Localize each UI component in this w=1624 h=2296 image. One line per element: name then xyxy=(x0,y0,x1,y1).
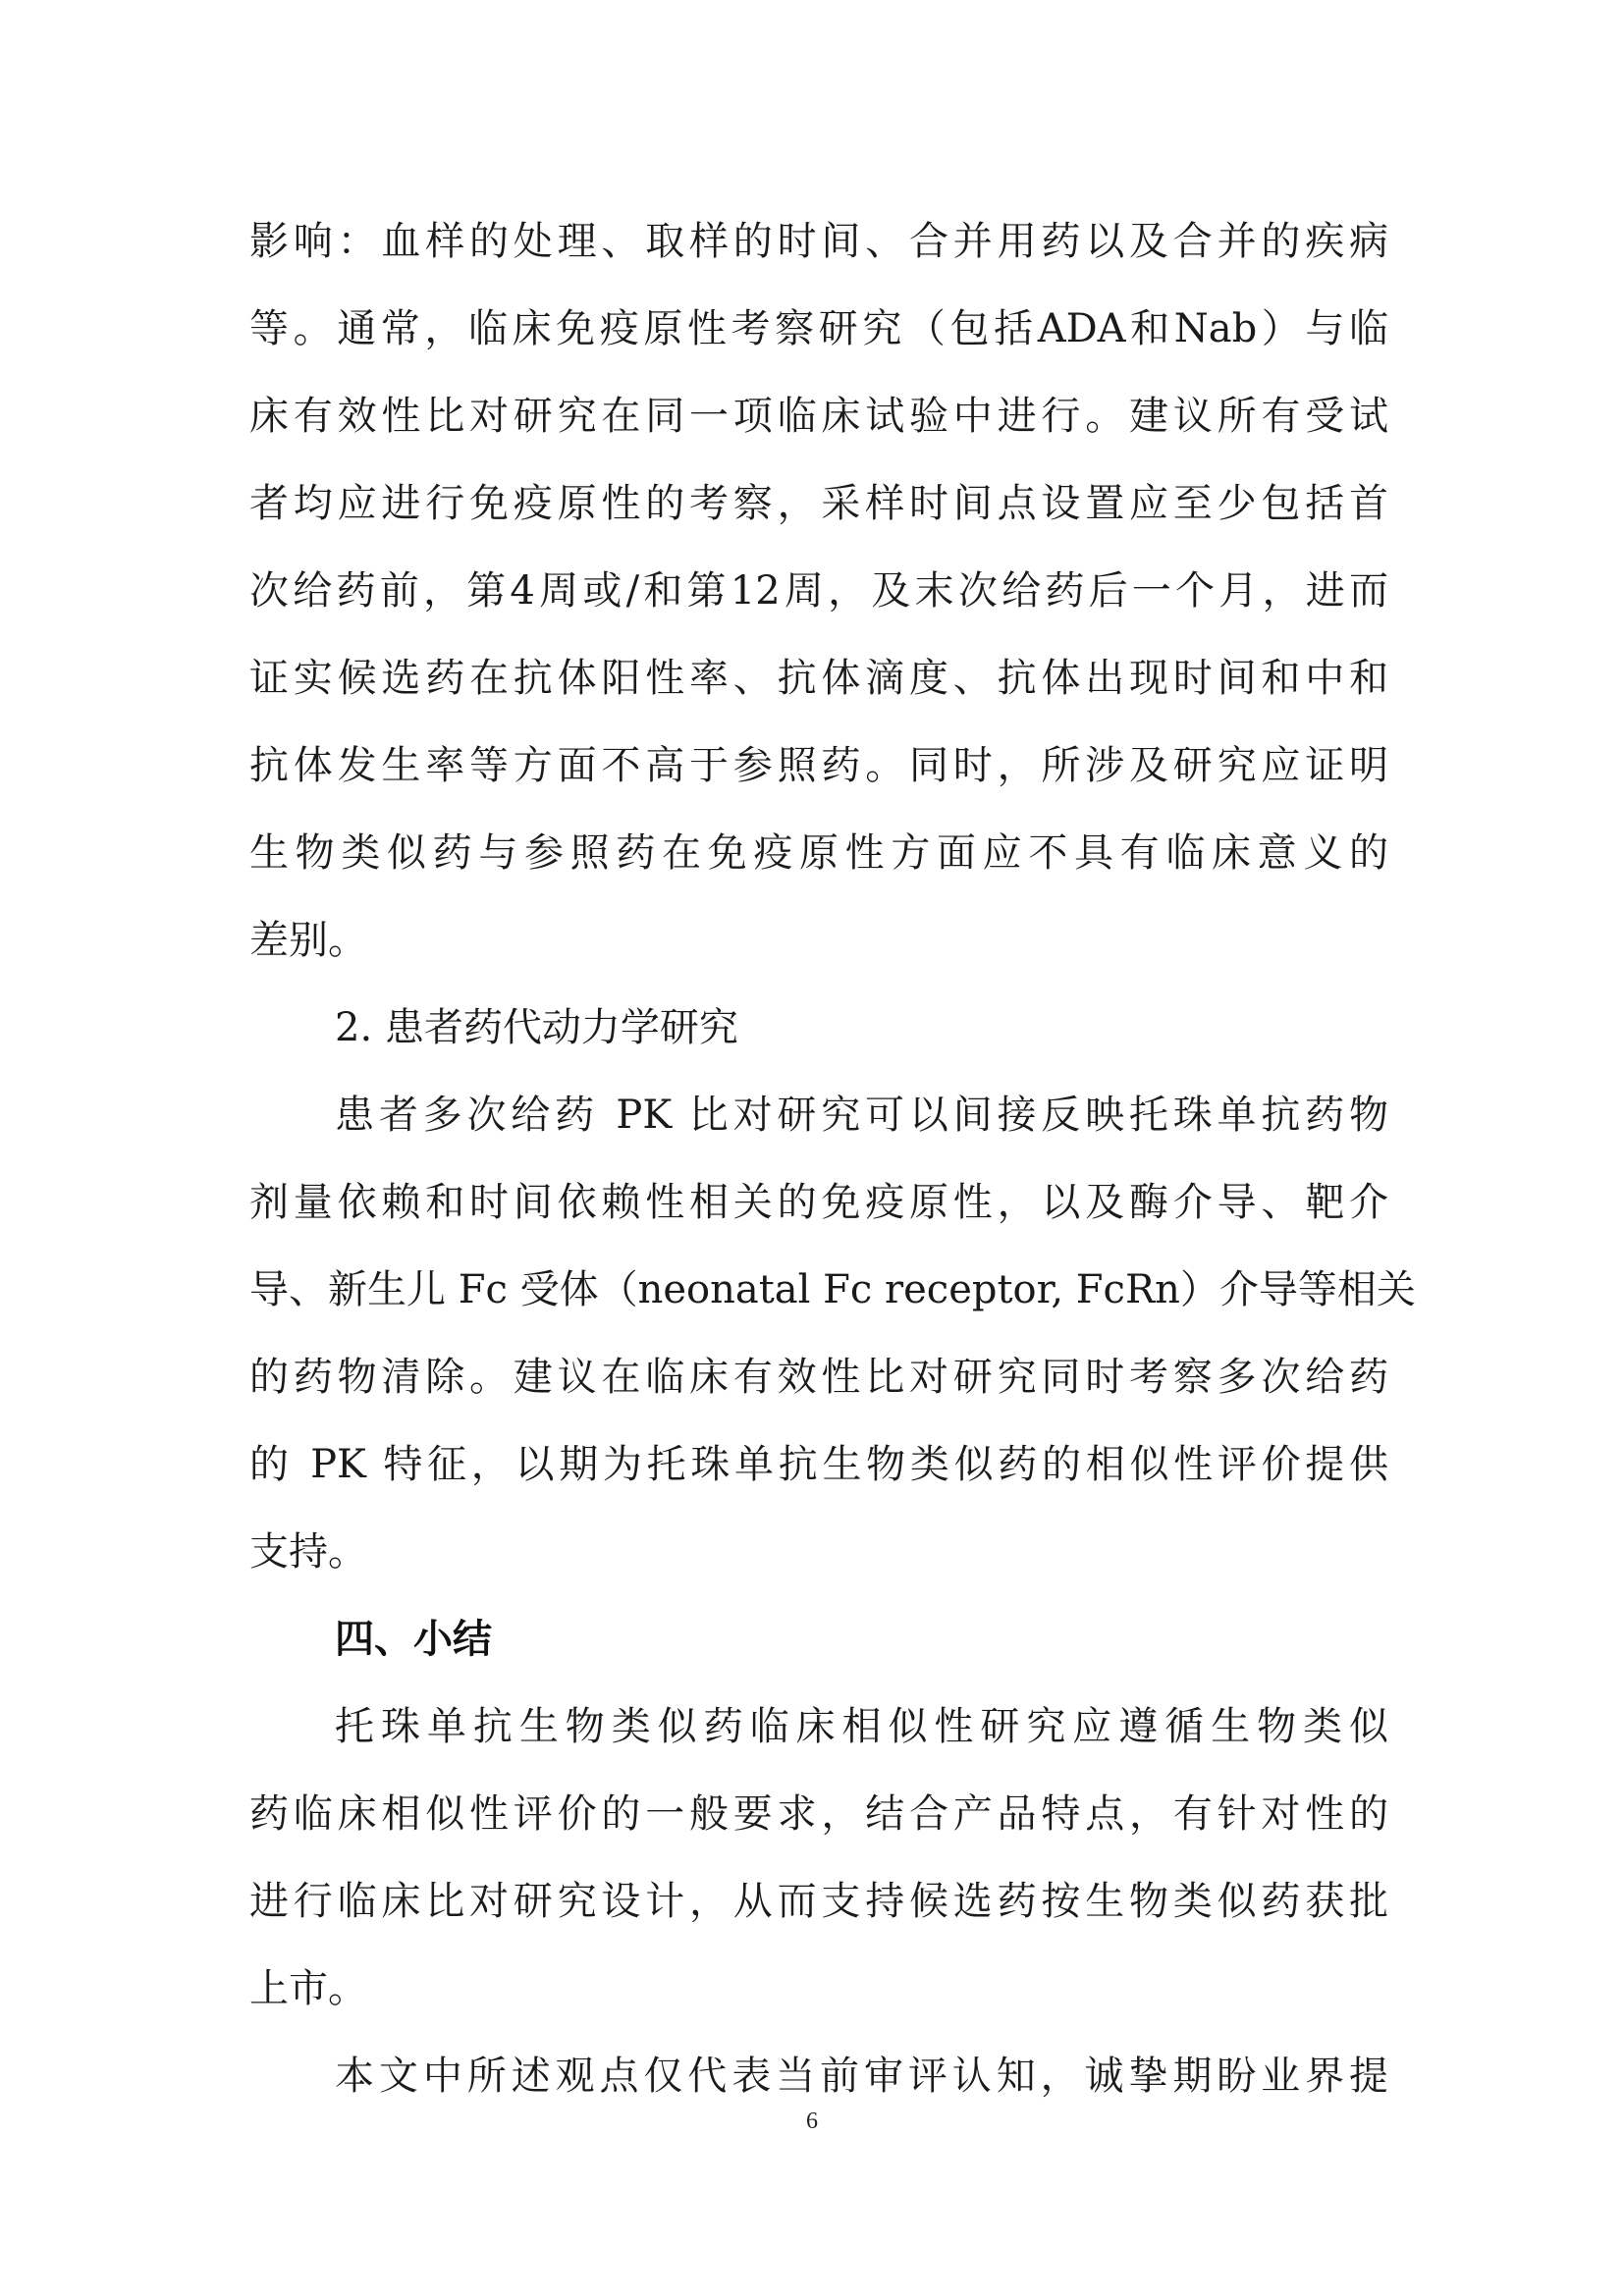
body-text-line: 患者多次给药 PK 比对研究可以间接反映托珠单抗药物 xyxy=(335,1093,1388,1138)
body-text-line: 上市。 xyxy=(249,1966,367,2011)
body-text-line: 进行临床比对研究设计，从而支持候选药按生物类似药获批 xyxy=(249,1879,1388,1924)
body-text-line: 等。通常，临床免疫原性考察研究（包括ADA和Nab）与临 xyxy=(249,306,1388,351)
body-text-line: 本文中所述观点仅代表当前审评认知，诚挚期盼业界提 xyxy=(335,2054,1388,2099)
body-text-line: 导、新生儿 Fc 受体（neonatal Fc receptor, FcRn）介导等相关 xyxy=(249,1267,1416,1312)
section-heading: 四、小结 xyxy=(335,1617,492,1662)
body-text-line: 者均应进行免疫原性的考察，采样时间点设置应至少包括首 xyxy=(249,481,1388,526)
body-text-line: 差别。 xyxy=(249,918,367,963)
body-text-line: 床有效性比对研究在同一项临床试验中进行。建议所有受试 xyxy=(249,394,1388,439)
subsection-heading: 2. 患者药代动力学研究 xyxy=(335,1005,738,1050)
page-number: 6 xyxy=(806,2109,818,2134)
body-text-line: 药临床相似性评价的一般要求，结合产品特点，有针对性的 xyxy=(249,1791,1388,1837)
body-text-line: 剂量依赖和时间依赖性相关的免疫原性，以及酶介导、靶介 xyxy=(249,1180,1388,1225)
body-text-line: 生物类似药与参照药在免疫原性方面应不具有临床意义的 xyxy=(249,830,1388,876)
body-text-line: 的 PK 特征，以期为托珠单抗生物类似药的相似性评价提供 xyxy=(249,1442,1388,1487)
body-text-line: 抗体发生率等方面不高于参照药。同时，所涉及研究应证明 xyxy=(249,743,1388,788)
body-text-line: 的药物清除。建议在临床有效性比对研究同时考察多次给药 xyxy=(249,1355,1388,1400)
body-text-line: 支持。 xyxy=(249,1529,367,1575)
body-text-line: 托珠单抗生物类似药临床相似性研究应遵循生物类似 xyxy=(335,1704,1388,1749)
body-text-line: 次给药前，第4周或/和第12周，及末次给药后一个月，进而 xyxy=(249,568,1388,614)
body-text-line: 影响：血样的处理、取样的时间、合并用药以及合并的疾病 xyxy=(249,219,1388,264)
body-text-line: 证实候选药在抗体阳性率、抗体滴度、抗体出现时间和中和 xyxy=(249,656,1388,701)
